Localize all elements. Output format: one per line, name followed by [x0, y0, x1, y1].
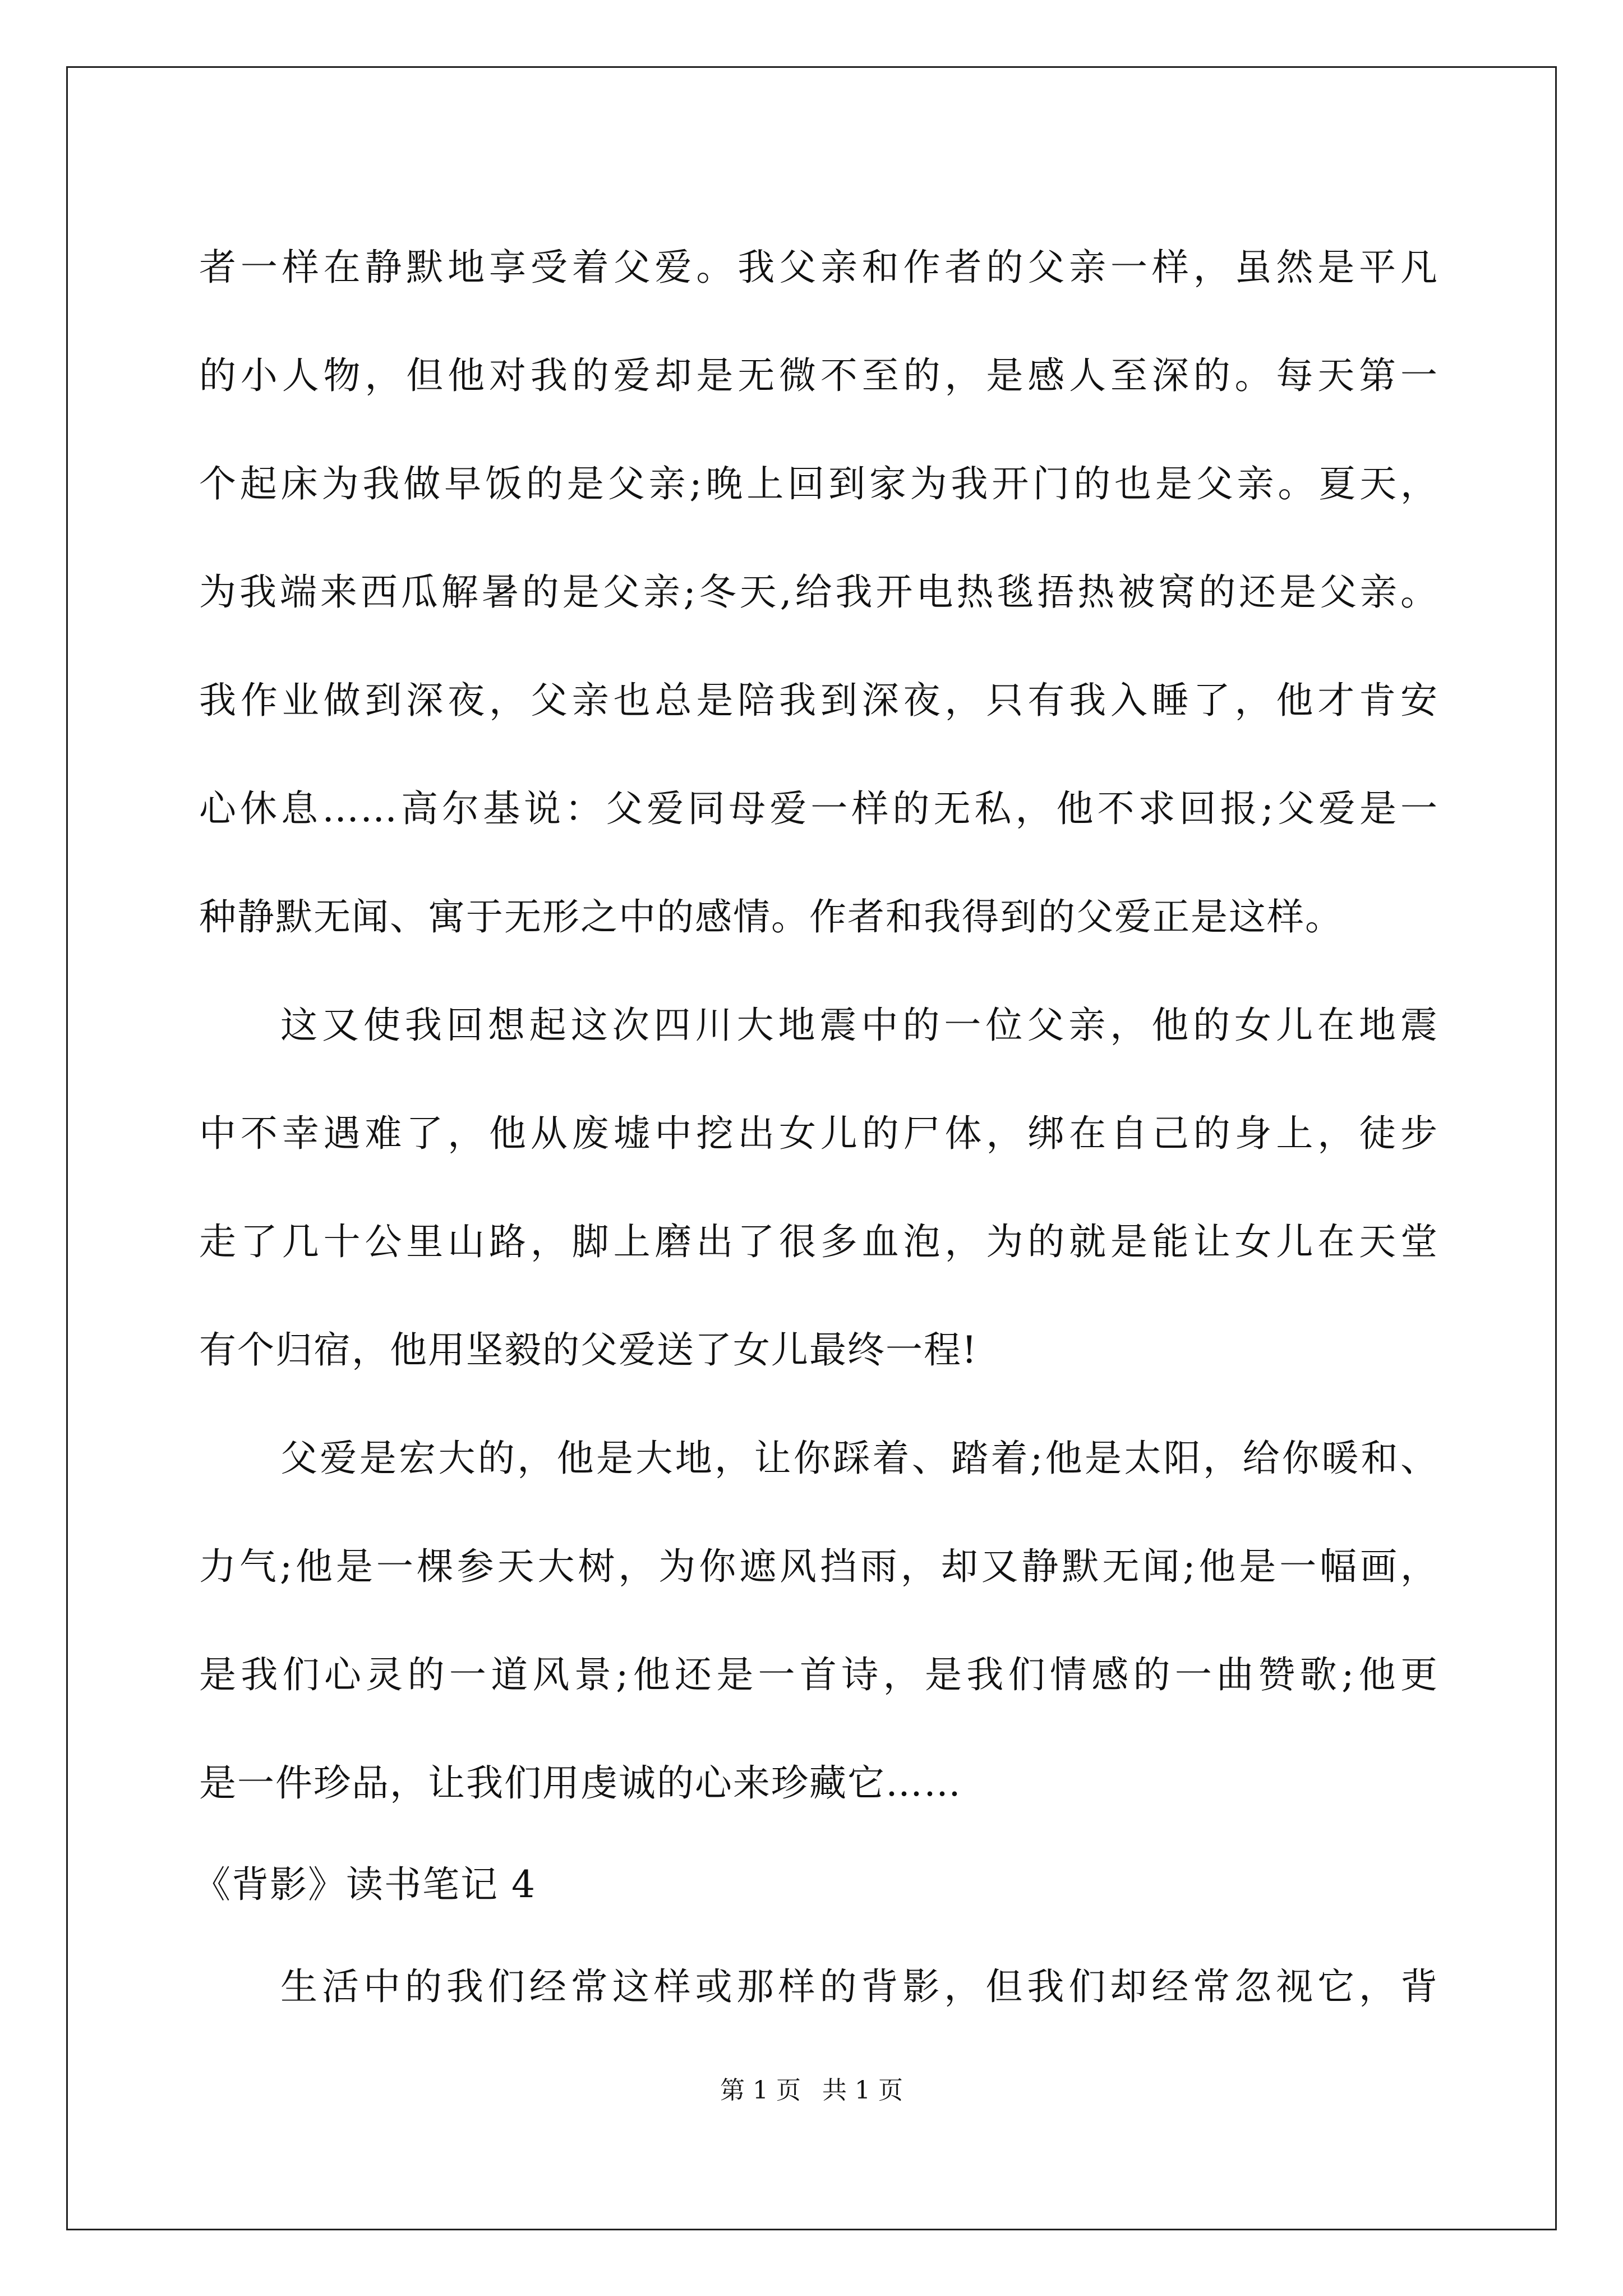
section-heading: 《背影》读书笔记 4 [193, 1863, 536, 1906]
text-line: 这又使我回想起这次四川大地震中的一位父亲，他的女儿在地震 [280, 1004, 1438, 1047]
paragraph-2 [199, 971, 1438, 1404]
paragraph-3 [199, 1404, 1438, 1837]
text-line: 者一样在静默地享受着父爱。我父亲和作者的父亲一样，虽然是平凡 [199, 246, 1438, 289]
text-line: 有个归宿，他用坚毅的父爱送了女儿最终一程! [199, 1328, 978, 1372]
text-line: 心休息……高尔基说：父爱同母爱一样的无私，他不求回报;父爱是一 [199, 787, 1438, 830]
text-line: 为我端来西瓜解暑的是父亲;冬天,给我开电热毯捂热被窝的还是父亲。 [199, 570, 1438, 614]
page-number: 第 1 页 [720, 2076, 801, 2105]
text-line: 种静默无闻、寓于无形之中的感情。作者和我得到的父爱正是这样。 [199, 895, 1343, 938]
text-line: 是我们心灵的一道风景;他还是一首诗，是我们情感的一曲赞歌;他更 [199, 1653, 1438, 1696]
paragraph-4 [199, 1932, 1438, 2041]
text-line: 是一件珍品，让我们用虔诚的心来珍藏它…… [199, 1761, 962, 1805]
text-line: 力气;他是一棵参天大树，为你遮风挡雨，却又静默无闻;他是一幅画， [199, 1545, 1438, 1588]
text-line: 个起床为我做早饭的是父亲;晚上回到家为我开门的也是父亲。夏天， [199, 462, 1438, 505]
paragraph-1 [199, 213, 1438, 971]
text-line: 中不幸遇难了，他从废墟中挖出女儿的尸体，绑在自己的身上，徒步 [199, 1112, 1438, 1155]
document-body [193, 213, 1438, 2041]
text-line: 的小人物，但他对我的爱却是无微不至的，是感人至深的。每天第一 [199, 354, 1438, 397]
text-line: 生活中的我们经常这样或那样的背影，但我们却经常忽视它，背 [280, 1965, 1438, 2008]
text-line: 父爱是宏大的，他是大地，让你踩着、踏着;他是太阳，给你暖和、 [280, 1437, 1438, 1480]
page-total: 共 1 页 [822, 2076, 903, 2105]
text-line: 我作业做到深夜，父亲也总是陪我到深夜，只有我入睡了，他才肯安 [199, 679, 1438, 722]
text-line: 走了几十公里山路，脚上磨出了很多血泡，为的就是能让女儿在天堂 [199, 1220, 1438, 1263]
page-footer [0, 2070, 1623, 2106]
